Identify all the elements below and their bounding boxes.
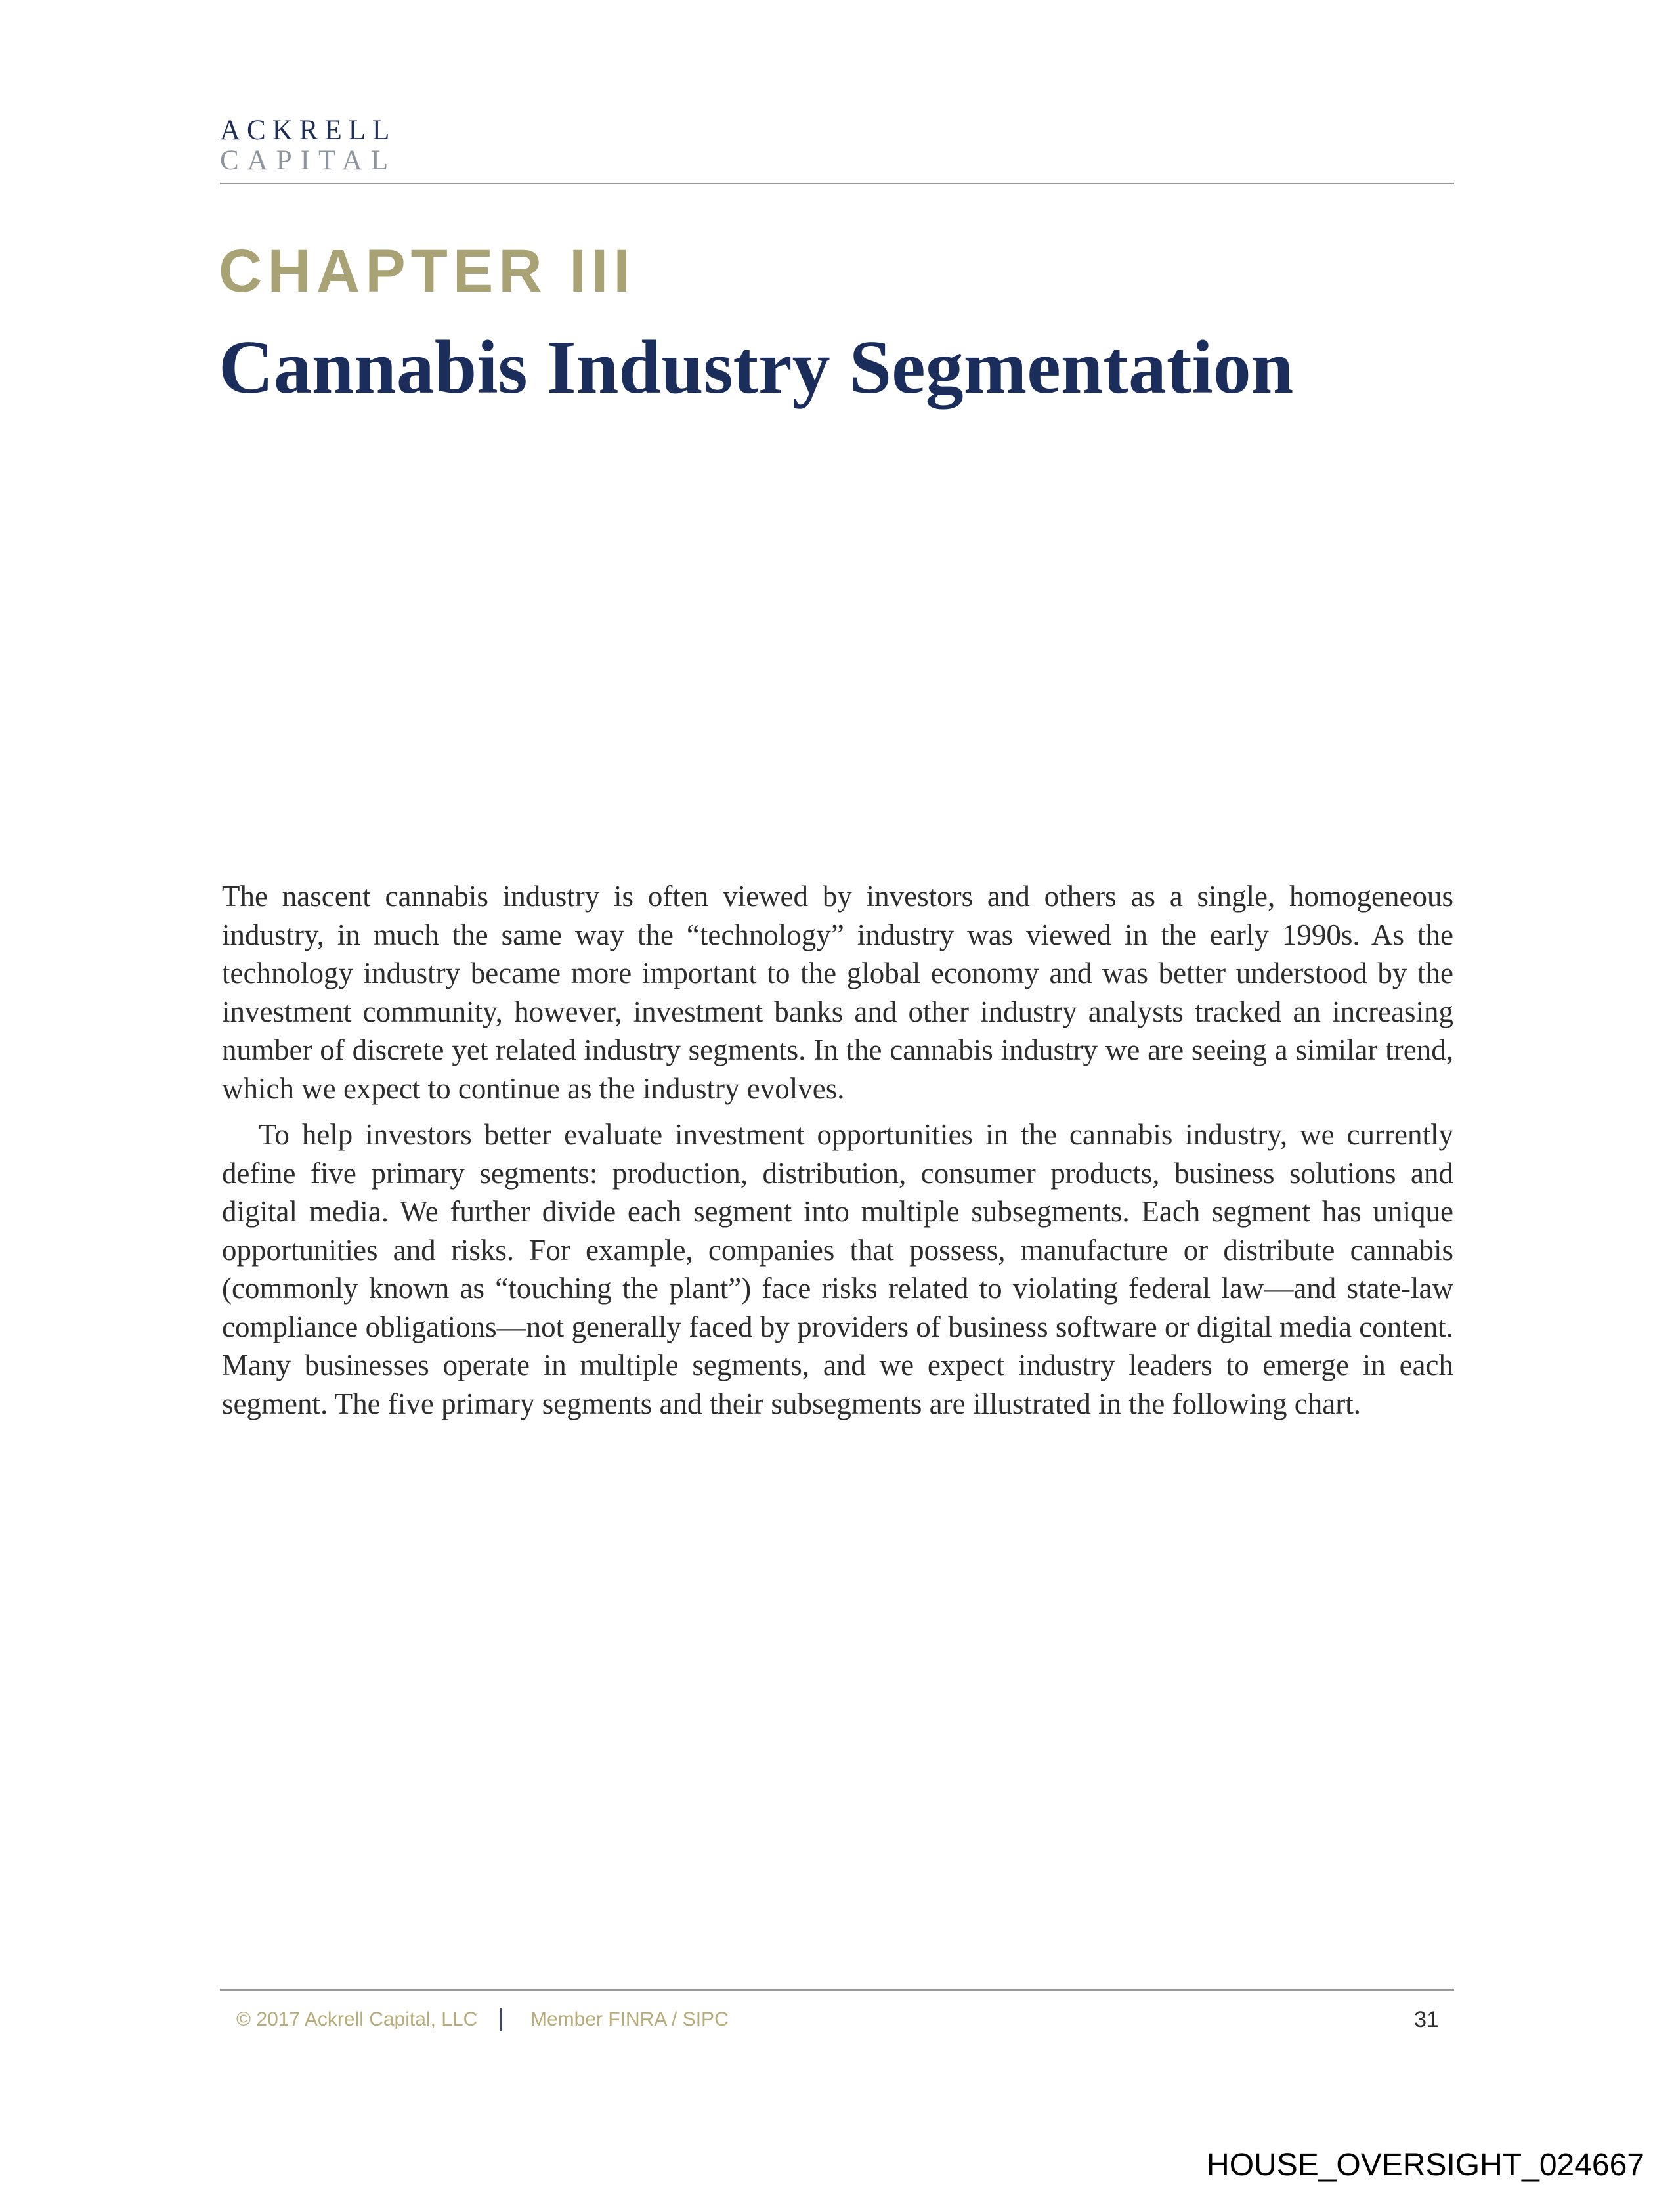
footer-separator — [500, 2008, 502, 2031]
chapter-title: Cannabis Industry Segmentation — [219, 326, 1294, 410]
company-logo — [220, 115, 614, 175]
body-paragraph-2: To help investors better evaluate investment opportunities in the cannabis industry, we currently define five primary segments: production, distribution, consumer products, business solutions and digital media. We further divide each segment into multiple subsegments. Each segment has unique opportunities and risks. For example, companies that possess, manufacture or distribute cannabis (commonly known as “touching the plant”) face risks related to violating federal law—and state-law compliance obligations—not generally faced by providers of business software or digital media content. Many businesses operate in multiple segments, and we expect industry leaders to emerge in each segment. The five primary segments and their subsegments are illustrated in the following chart. — [222, 1118, 1453, 1420]
body-text — [222, 877, 1453, 1423]
footer-copyright: © 2017 Ackrell Capital, LLC — [236, 2008, 478, 2030]
footer-divider — [220, 1989, 1454, 1991]
chapter-label: CHAPTER III — [219, 238, 635, 305]
logo-line-ackrell: ACKRELL — [220, 115, 397, 146]
logo-line-capital: CAPITAL — [220, 145, 397, 176]
footer-member-finra: Member FINRA / SIPC — [530, 2008, 729, 2030]
header-divider — [220, 183, 1454, 184]
body-paragraph-1: The nascent cannabis industry is often viewed by investors and others as a single, homogeneous industry, in much the same way the “technology” industry was viewed in the early 1990s. As the technology industry became more important to the global economy and was better understood by the investment community, however, investment banks and other industry analysts tracked an increasing number of discrete yet related industry segments. In the cannabis industry we are seeing a similar trend, which we expect to continue as the industry evolves. — [222, 880, 1453, 1105]
bates-stamp: HOUSE_OVERSIGHT_024667 — [1207, 2148, 1644, 2182]
page-footer — [236, 2003, 1439, 2036]
page-number: 31 — [1414, 2007, 1439, 2032]
